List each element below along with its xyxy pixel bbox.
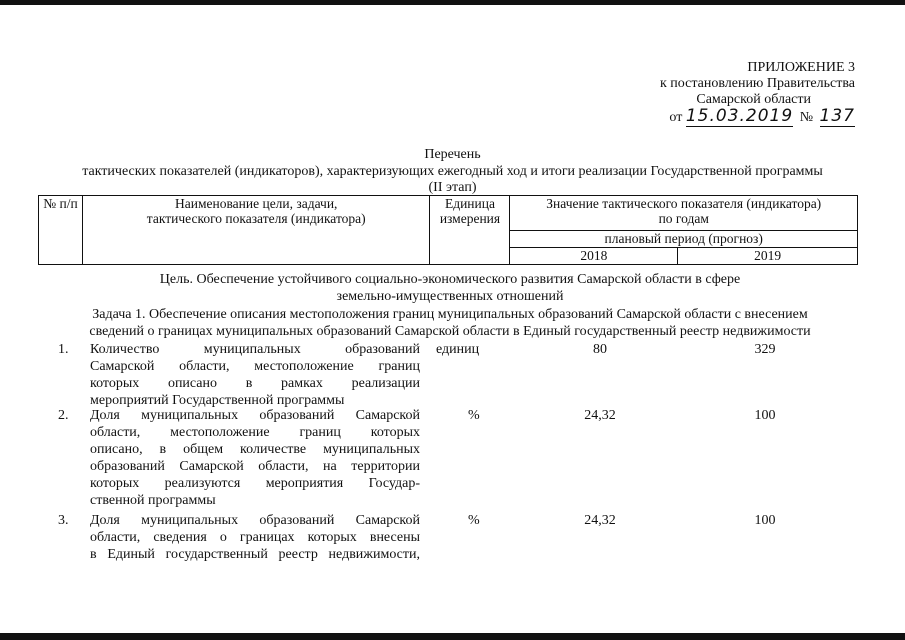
row-value-2019: 329 [754, 342, 776, 357]
row-value-2018: 24,32 [584, 513, 616, 528]
header-name-line1: Наименование цели, задачи, [174, 196, 338, 211]
row-number: 3. [58, 513, 69, 528]
row-number: 1. [58, 342, 69, 357]
document-title: Перечень [424, 147, 481, 162]
row-unit: % [468, 408, 480, 423]
appendix-region-line: Самарской области [696, 92, 811, 107]
header-planned-period: плановый период (прогноз) [510, 231, 858, 248]
row-unit: единиц [436, 342, 480, 357]
header-name-line2: тактического показателя (индикатора) [146, 211, 366, 226]
name-line: Доля муниципальных образований Самарской [90, 408, 420, 423]
name-line: мероприятий Государственной программы [90, 393, 345, 408]
row-unit: % [468, 513, 480, 528]
header-value-cell [510, 196, 858, 231]
name-line: которых реализуются мероприятия Государ- [90, 476, 420, 491]
row-value-2018: 24,32 [584, 408, 616, 423]
header-value-line1: Значение тактического показателя (индикатора) [546, 196, 822, 211]
header-year-2018: 2018 [510, 248, 678, 265]
name-line: образований Самарской области, на территории [90, 459, 420, 474]
handwritten-number: 137 [819, 106, 855, 126]
name-line: Количество муниципальных образований [90, 342, 420, 357]
name-line: Самарской области, местоположение границ [90, 359, 420, 374]
header-number-cell: № п/п [39, 196, 83, 265]
goal-line2: земельно-имущественных отношений [336, 289, 564, 304]
task-line1: Задача 1. Обеспечение описания местоположения границ муниципальных образований Самарской области с внесением [92, 307, 808, 322]
name-line: области, местоположение границ которых [90, 425, 420, 440]
scan-top-edge [0, 0, 905, 5]
row-number: 2. [58, 408, 69, 423]
row-indicator-name [90, 512, 420, 563]
appendix-resolution-line: к постановлению Правительства [659, 76, 855, 91]
appendix-title: ПРИЛОЖЕНИЕ 3 [747, 60, 855, 75]
document-subtitle-line1: тактических показателей (индикаторов), характеризующих ежегодный ход и итоги реализации Государственной программы [82, 164, 823, 179]
number-sign: № [799, 110, 814, 125]
name-line: в Единый государственный реестр недвижимости, [90, 547, 420, 562]
name-line: которых описано в рамках реализации [90, 376, 420, 391]
header-unit-cell [430, 196, 510, 265]
appendix-block [660, 60, 855, 126]
row-value-2019: 100 [754, 513, 776, 528]
name-line: описано, в общем количестве муниципальных [90, 442, 420, 457]
row-value-2018: 80 [593, 342, 607, 357]
date-prefix: от [669, 110, 683, 125]
row-indicator-name [90, 341, 420, 409]
header-year-2019: 2019 [678, 248, 858, 265]
task-line2: сведений о границах муниципальных образований Самарской области в Единый государственный реестр недвижимости [89, 324, 811, 339]
handwritten-date: 15.03.2019 [685, 106, 794, 126]
appendix-date-line [660, 108, 855, 126]
indicator-table-header [38, 195, 858, 265]
row-indicator-name [90, 407, 420, 509]
header-unit-line1: Единица [444, 196, 495, 211]
name-line: области, сведения о границах которых внесены [90, 530, 420, 545]
scan-bottom-edge [0, 633, 905, 640]
header-unit-line2: измерения [439, 211, 501, 226]
name-line: Доля муниципальных образований Самарской [90, 513, 420, 528]
header-name-cell [82, 196, 430, 265]
name-line: ственной программы [90, 493, 216, 508]
document-subtitle-line2: (II этап) [428, 180, 477, 195]
row-value-2019: 100 [754, 408, 776, 423]
goal-line1: Цель. Обеспечение устойчивого социально-экономического развития Самарской области в сфере [159, 272, 741, 287]
header-value-line2: по годам [658, 211, 709, 226]
